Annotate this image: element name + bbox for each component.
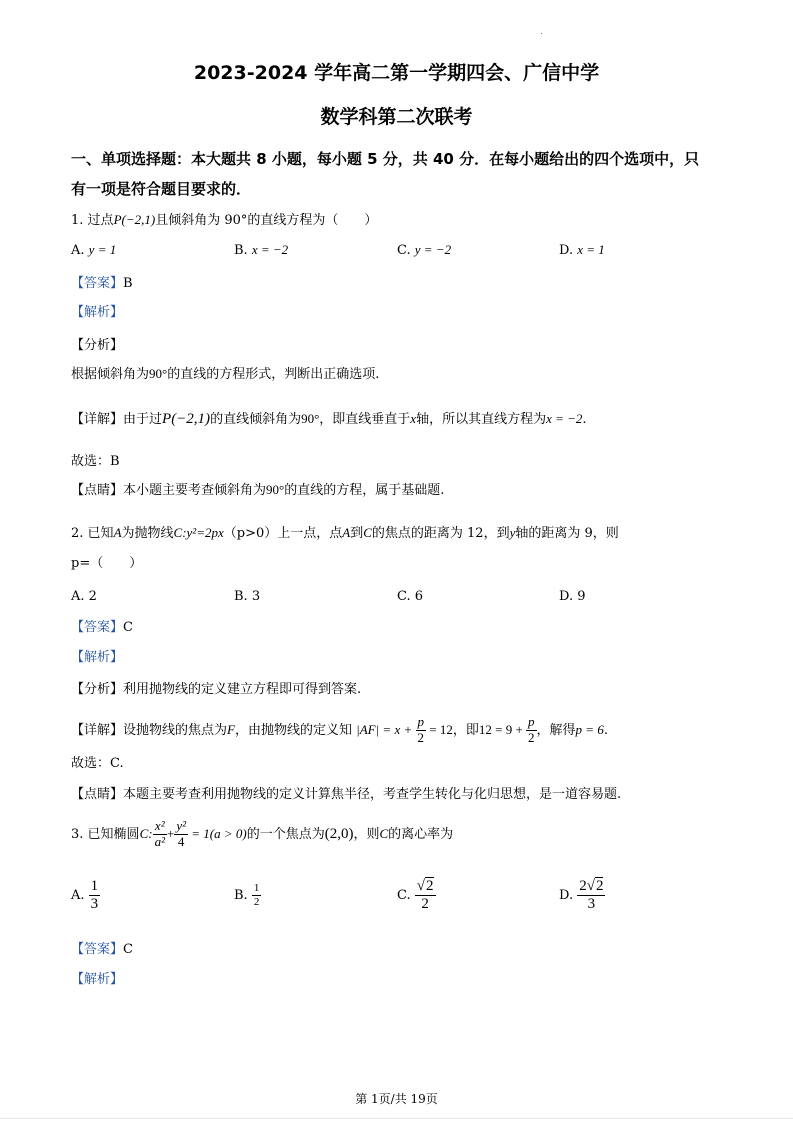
q2-stem-line2: p=（ ） <box>71 556 143 571</box>
q3-number: 3. <box>71 827 84 842</box>
q2-fenxi: 【分析】利用抛物线的定义建立方程即可得到答案. <box>71 682 362 697</box>
detail-tag: 【详解】 <box>71 412 124 427</box>
comment-tag: 【点睛】 <box>71 483 124 498</box>
q2-number: 2. <box>71 526 84 541</box>
q2-detail: 【详解】设抛物线的焦点为F，由抛物线的定义知 |AF| = x + $\frac{p}{2}$ = 12，即12 = 9 + $\frac{p}{2}$ ，解得p = 6. <box>71 714 608 745</box>
q1-stem <box>71 212 377 229</box>
q2-option-b: B. 3 <box>234 589 261 604</box>
q3-stem: 3. 已知椭圆C: $\frac{\text{x²}}{\text{a²}}$ + $\frac{\text{y²}}{4}$ = 1(a > 0)的一个焦点为(2,0)，则C的离心率为 <box>71 818 454 849</box>
q1-fenxi-tag: 【分析】 <box>71 338 124 353</box>
q2-option-a: A. 2 <box>71 589 97 604</box>
q2-answer: 【答案】C <box>71 620 133 635</box>
q1-stem-a: 过点 <box>87 213 114 228</box>
q1-choose: 故选：B <box>71 454 120 469</box>
q2-frac-1: $\frac{p}{2}$ <box>417 714 424 745</box>
q1-option-d: D. x = 1 <box>559 242 605 258</box>
q2-choose: 故选：C. <box>71 756 124 771</box>
page-title-line2: 数学科第二次联考 <box>320 106 473 128</box>
section-heading-line2: 有一项是符合题目要求的． <box>71 180 252 198</box>
q1-option-a: A. y = 1 <box>71 242 117 258</box>
section-heading-line1: 一、单项选择题：本大题共 8 小题，每小题 5 分，共 40 分．在每小题给出的四个选项中，只 <box>71 150 700 168</box>
q3-answer: 【答案】C <box>71 942 133 957</box>
q2-analysis-tag: 【解析】 <box>71 650 124 665</box>
q2-frac-2: $\frac{p}{2}$ <box>528 714 535 745</box>
q1-stem-b: 且倾斜角为 90°的直线方程为（ ） <box>155 213 378 228</box>
q1-option-c: C. y = −2 <box>397 242 452 258</box>
q1-answer <box>71 276 133 292</box>
q3-option-a: A. $\frac{1}{3}$ <box>71 877 99 912</box>
q3-option-c: C. $\frac{√2}{2}$ <box>397 877 434 912</box>
q1-fenxi-text: 根据倾斜角为90°的直线的方程形式，判断出正确选项. <box>71 366 380 382</box>
q1-analysis-tag: 【解析】 <box>71 305 124 320</box>
q1-point: P(−2,1) <box>113 212 156 227</box>
q2-option-c: C. 6 <box>397 589 424 604</box>
page-title-line1: 2023-2024 学年高二第一学期四会、广信中学 <box>193 62 600 84</box>
q1-option-b: B. x = −2 <box>234 242 289 258</box>
q2-option-d: D. 9 <box>559 589 586 604</box>
q1-comment: 【点睛】本小题主要考查倾斜角为90°的直线的方程，属于基础题. <box>71 482 445 498</box>
q3-option-d: D. $\frac{2√2}{3}$ <box>559 877 604 912</box>
footer-rule <box>0 1118 793 1119</box>
q3-option-b: B. $\frac{1}{2}$ <box>234 882 260 908</box>
q3-frac-x: $\frac{\text{x²}}{\text{a²}}$ <box>154 818 165 849</box>
page-footer: 第 1页/共 19页 <box>355 1092 438 1106</box>
answer-tag: 【答案】 <box>71 276 124 291</box>
q2-stem: 2. 已知A为抛物线C:y²=2px（p>0）上一点，点A到C的焦点的距离为 12，到y轴的距离为 9，则 <box>71 525 619 541</box>
q1-number: 1. <box>71 213 84 228</box>
q3-frac-y: $\frac{\text{y²}}{4}$ <box>176 818 186 849</box>
q2-comment: 【点睛】本题主要考查利用抛物线的定义计算焦半径，考查学生转化与化归思想，是一道容易题. <box>71 787 622 802</box>
speck <box>541 33 542 34</box>
q1-answer-value: B <box>123 276 133 291</box>
q3-analysis-tag: 【解析】 <box>71 972 124 987</box>
q1-detail: 【详解】由于过P(−2,1)的直线倾斜角为90°，即直线垂直于x轴，所以其直线方程为x = −2. <box>71 411 587 427</box>
